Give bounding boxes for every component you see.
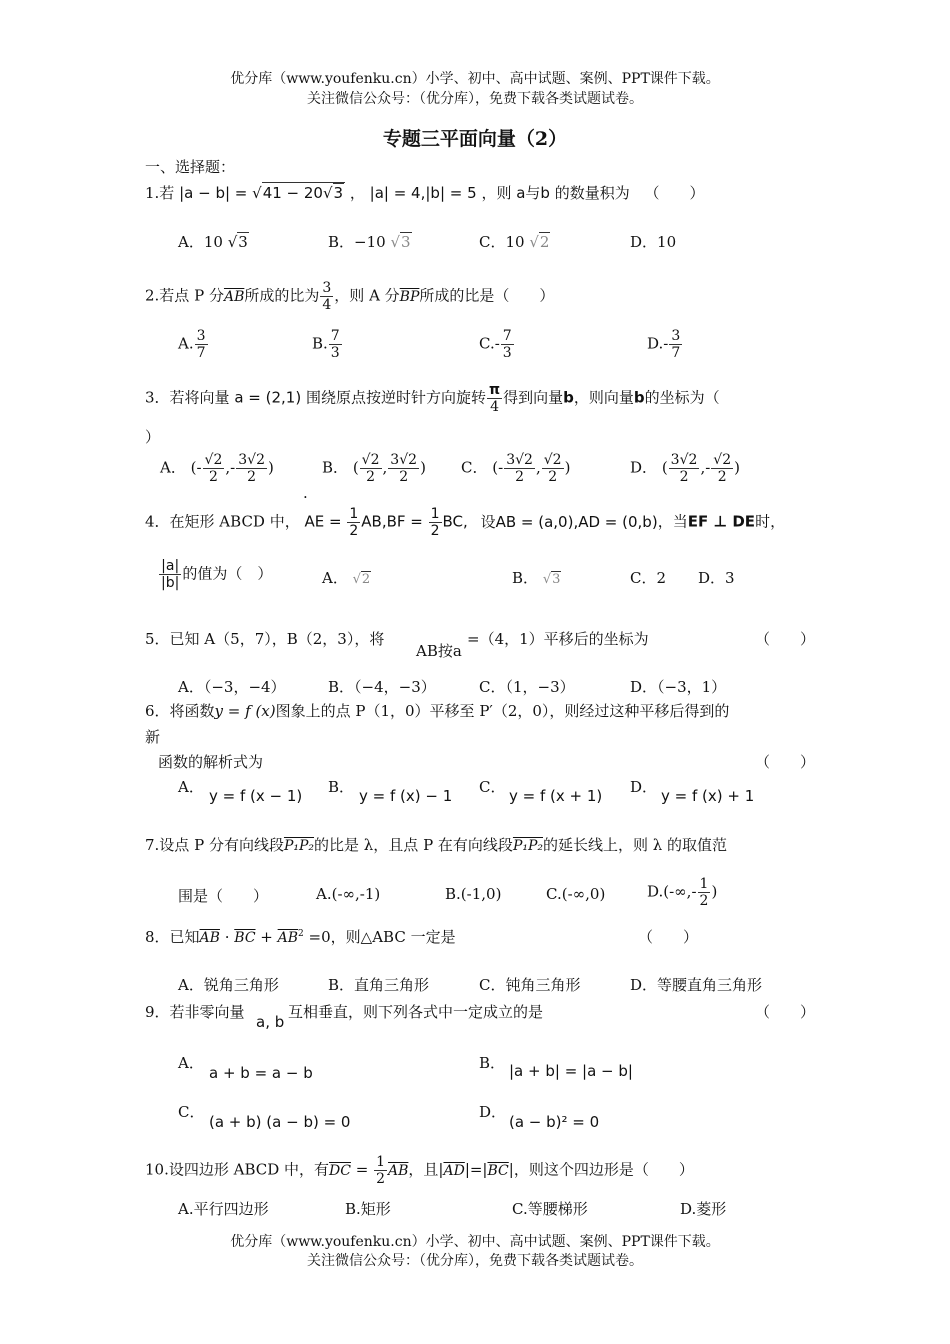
q9-post: 互相垂直，则下列各式中一定成立的是 [288,1003,544,1021]
q5-paren: （ ） [755,630,816,648]
question-10: 10.设四边形 ABCD 中，有$\overline{DC}$ = $\frac{1}{2}$ $\overline{AB}$，且$|\overline{AD}|=|\overline{BC}|$，则这个四边形是（ ） [145,1154,694,1187]
q3-option-a: A． (- $\frac{√2}{2}$ ,- $\frac{3√2}{2}$ ) [160,452,274,485]
q6-option-a: y = f (x − 1) [209,787,303,805]
q3-option-b: B． ( $\frac{√2}{2}$ , $\frac{3√2}{2}$ ) [322,452,426,485]
q4-line-2: $\frac{|a|}{|b|}$ 的值为（ ） [161,558,273,591]
q6-option-a-label: A． [178,778,204,796]
q9-option-d: (a − b)² = 0 [509,1113,600,1131]
q1-option-d: D．10 [630,233,677,251]
question-5: 5．已知 A（5，7），B（2，3），将 [145,630,385,648]
question-7: 7.设点 P 分有向线段P₁P₂的比是 λ，且点 P 在有向线段P₁P₂的延长线上，则 λ 的取值范 [145,836,728,854]
q8-option-c: C．钝角三角形 [479,976,581,994]
q7-option-c: C.(-∞,0) [546,885,606,903]
q3-dot: . [303,484,308,502]
q5-ab: AB按a [416,642,462,660]
q2-option-a: A. $\frac{3}{7}$ [178,328,206,361]
q5-option-c: C．（1，−3） [479,678,575,696]
q8-option-b: B．直角三角形 [328,976,430,994]
q4-option-b: B． √3 [512,569,561,587]
q9-ab: a, b [256,1013,285,1031]
q8-option-a: A．锐角三角形 [178,976,279,994]
q9-option-c: (a + b) (a − b) = 0 [209,1113,351,1131]
q2-option-b: B. $\frac{7}{3}$ [312,328,340,361]
q4-option-d: D．3 [698,569,735,587]
q9-option-b: |a + b| = |a − b| [509,1062,633,1080]
q6-option-b-label: B． [328,778,355,796]
question-6: 6．将函数y = f (x)图象上的点 P（1，0）平移至 P′（2，0），则经过这种平移后得到的 [145,702,730,720]
header-line-2: 关注微信公众号：（优分库），免费下载各类试题试卷。 [307,91,643,107]
q6-line-3: 函数的解析式为 [158,753,264,771]
q3-close-paren: ） [145,428,161,446]
q4-option-a: A． √2 [322,569,371,587]
q6-line-2: 新 [145,728,161,746]
q10-option-c: C.等腰梯形 [512,1200,588,1218]
q10-option-d: D.菱形 [680,1200,727,1218]
q6-option-c: y = f (x + 1) [509,787,603,805]
q7-option-a: A.(-∞,-1) [316,885,381,903]
q10-option-b: B.矩形 [345,1200,391,1218]
q9-option-a: a + b = a − b [209,1064,313,1082]
question-1: 1.若 |a − b| = √41 − 20√3 ， |a| = 4,|b| = 5 ，则 a与b 的数量积为 （ ） [145,184,705,202]
q1-option-a: A．10 √3 [178,233,248,251]
q4-option-c: C．2 [630,569,667,587]
q2-option-c: C.- $\frac{7}{3}$ [479,328,512,361]
footer-line-1: 优分库（www.youfenku.cn）小学、初中、高中试题、案例、PPT课件下载。 [230,1234,720,1250]
q6-option-c-label: C． [479,778,506,796]
page-title: 专题三平面向量（2） [382,128,568,150]
q8-paren: （ ） [638,928,699,946]
q8-option-d: D．等腰直角三角形 [630,976,763,994]
q6-option-d-label: D． [630,778,658,796]
footer-line-2: 关注微信公众号：（优分库），免费下载各类试题试卷。 [307,1253,643,1269]
q7-line-2: 围是（ ） [178,887,269,905]
question-3: 3．若将向量 a = (2,1) 围绕原点按逆时针方向旋转 $\frac{\pi}{4}$ 得到向量b，则向量b的坐标为（ [145,382,720,415]
q9-paren: （ ） [755,1003,816,1021]
question-4: 4．在矩形 ABCD 中， AE = $\frac{1}{2}$ AB,BF = $\frac{1}{2}$ BC, 设AB = (a,0),AD = (0,b)，当EF ⊥ DE时， [145,506,786,539]
question-9-pre: 9．若非零向量 [145,1003,245,1021]
q6-option-d: y = f (x) + 1 [661,787,755,805]
q9-option-b-label: B． [479,1054,506,1072]
q1-option-b: B．−10 √3 [328,233,411,251]
section-heading: 一、选择题： [145,158,236,176]
question-2: 2.若点 P 分$\overline{AB}$所成的比为 $\frac{3}{4}$ ，则 A 分$\overline{BP}$所成的比是（ ） [145,280,555,313]
q5-post: =（4，1）平移后的坐标为 [467,630,649,648]
q6-paren: （ ） [755,753,816,771]
q3-option-d: D． ( $\frac{3√2}{2}$ ,- $\frac{√2}{2}$ ) [630,452,740,485]
q9-option-a-label: A． [178,1054,204,1072]
q1-option-c: C．10 √2 [479,233,550,251]
q9-option-d-label: D． [479,1103,507,1121]
q5-option-b: B．（−4，−3） [328,678,436,696]
q2-option-d: D.- $\frac{3}{7}$ [647,328,681,361]
q9-option-c-label: C． [178,1103,205,1121]
q6-option-b: y = f (x) − 1 [359,787,453,805]
q5-option-a: A．（−3，−4） [178,678,286,696]
q10-option-a: A.平行四边形 [178,1200,269,1218]
q3-option-c: C． (- $\frac{3√2}{2}$ , $\frac{√2}{2}$ ) [461,452,571,485]
question-8: 8．已知$\overline{AB} \cdot \overline{BC} + \overline{AB}^2 =0$，则△ABC 一定是 [145,928,456,946]
header-line-1: 优分库（www.youfenku.cn）小学、初中、高中试题、案例、PPT课件下载。 [230,71,720,87]
q7-option-b: B.(-1,0) [445,885,502,903]
q5-option-d: D．（−3，1） [630,678,727,696]
q7-option-d: D.(-∞,- $\frac{1}{2}$ ) [647,876,718,909]
